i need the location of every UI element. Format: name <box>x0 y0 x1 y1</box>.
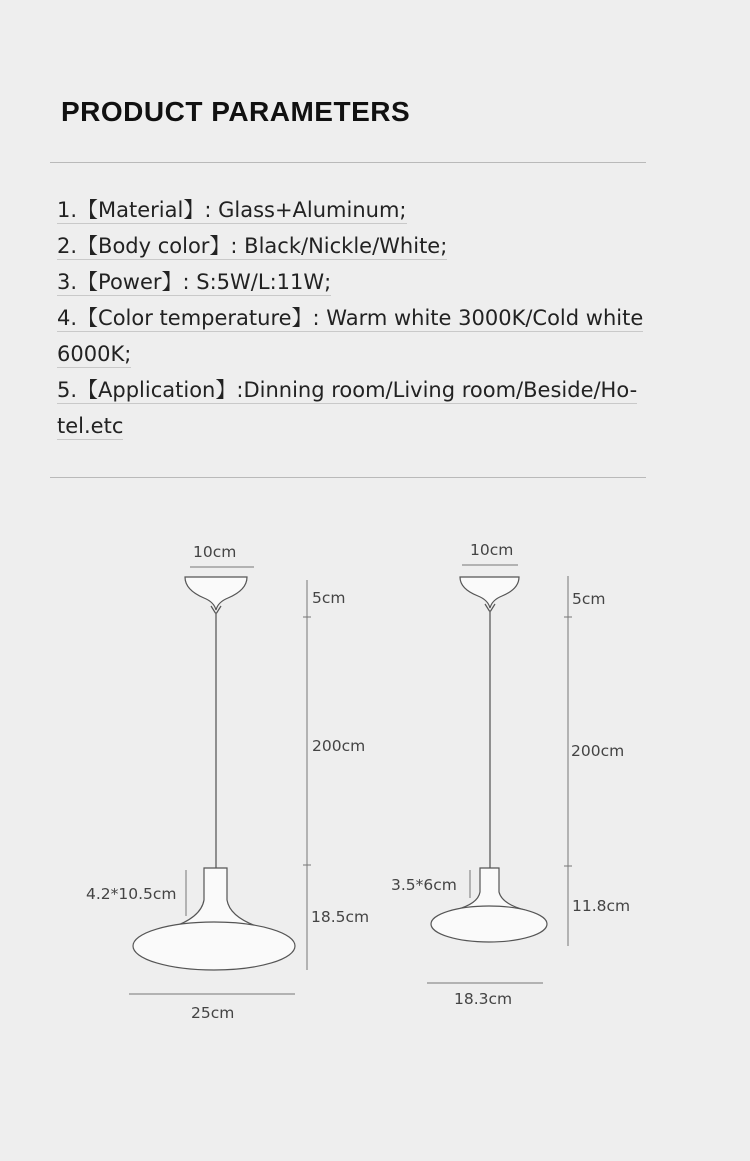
param-body-color: 2.【Body color】: Black/Nickle/White; <box>57 234 448 258</box>
large-shade-width-label: 25cm <box>191 1004 235 1022</box>
small-neck-size-label: 3.5*6cm <box>391 876 457 894</box>
param-material: 1.【Material】: Glass+Aluminum; <box>57 198 407 222</box>
param-application: 5.【Application】:Dinning room/Living room/Beside/Ho- <box>57 378 638 402</box>
small-shade-height-label: 11.8cm <box>572 897 631 915</box>
param-power: 3.【Power】: S:5W/L:11W; <box>57 270 332 294</box>
large-shade-height-label: 18.5cm <box>311 908 370 926</box>
small-shade-width-label: 18.3cm <box>454 990 513 1008</box>
small-canopy-width-label: 10cm <box>470 541 514 559</box>
param-color-temperature: 4.【Color temperature】: Warm white 3000K/Cold white <box>57 306 644 330</box>
large-canopy-height-label: 5cm <box>312 589 346 607</box>
param-color-temperature-cont: 6000K; <box>57 342 132 366</box>
small-canopy-height-label: 5cm <box>572 590 606 608</box>
large-canopy-width-label: 10cm <box>193 543 237 561</box>
page-title: PRODUCT PARAMETERS <box>61 96 411 127</box>
large-neck-size-label: 4.2*10.5cm <box>86 885 177 903</box>
large-lamp-drawing <box>133 577 295 970</box>
param-application-cont: tel.etc <box>57 414 124 438</box>
small-cord-length-label: 200cm <box>571 742 625 760</box>
large-cord-length-label: 200cm <box>312 737 366 755</box>
